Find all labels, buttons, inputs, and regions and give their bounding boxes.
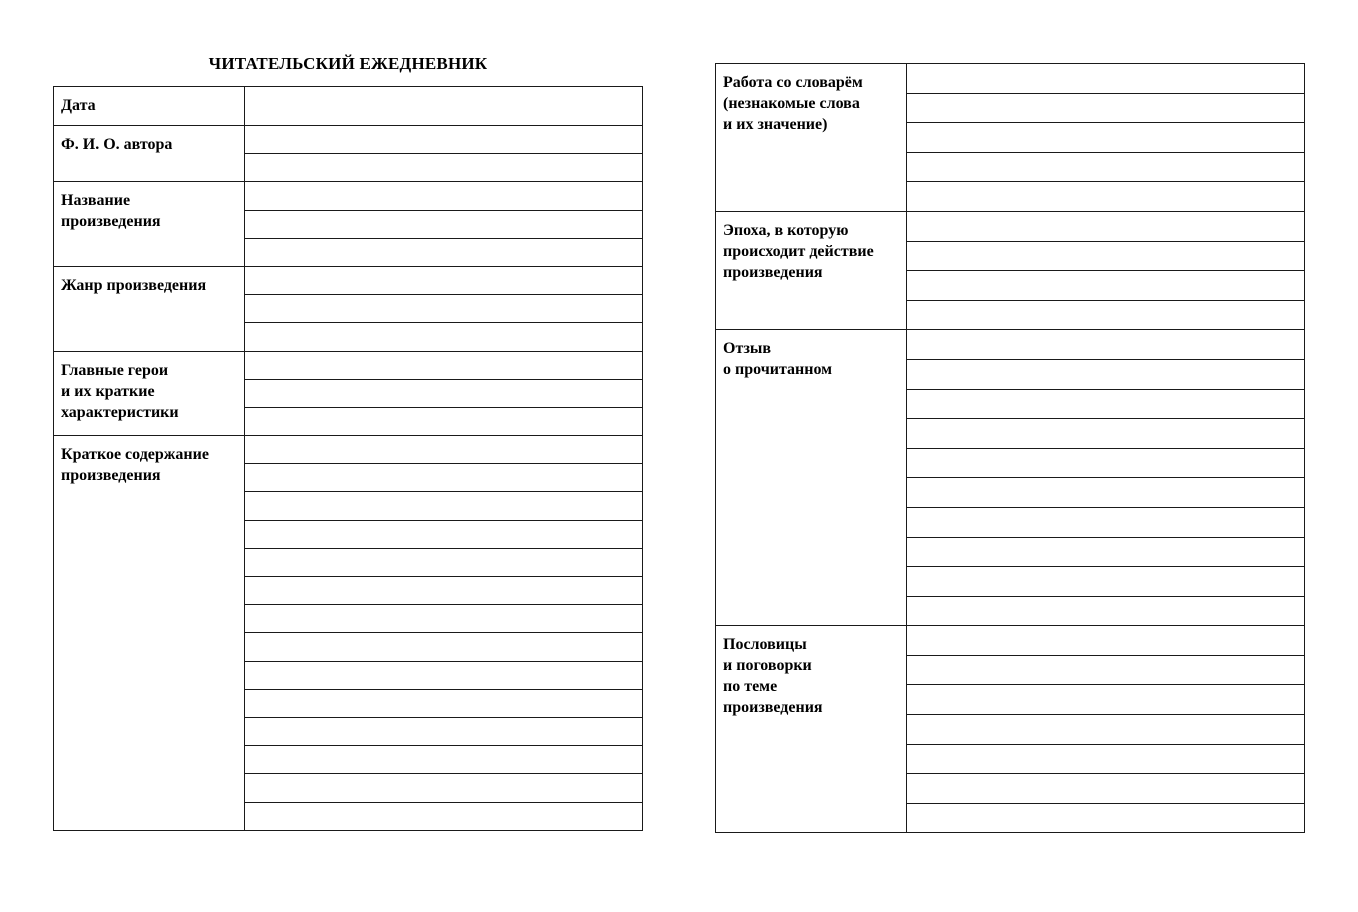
section-label: Краткое содержание произведения [61, 446, 209, 485]
section-label-cell [54, 436, 245, 831]
writing-line[interactable] [907, 685, 1305, 715]
section-label: Главные герои и их краткие характеристики [61, 361, 179, 421]
writing-line[interactable] [245, 323, 643, 351]
writing-line[interactable] [245, 154, 643, 182]
writing-line[interactable] [907, 300, 1305, 330]
writing-line[interactable] [245, 802, 643, 830]
section-label: Пословицы и поговорки по теме произведения [723, 636, 823, 717]
section-label: Дата [61, 97, 96, 114]
writing-line[interactable] [907, 123, 1305, 153]
writing-line[interactable] [907, 359, 1305, 389]
writing-line[interactable] [245, 689, 643, 717]
writing-line-row [54, 87, 643, 126]
writing-line[interactable] [245, 182, 643, 210]
left-diary-table [53, 86, 643, 831]
writing-line[interactable] [907, 330, 1305, 360]
writing-line-row [54, 126, 643, 154]
writing-line[interactable] [245, 87, 643, 126]
writing-line[interactable] [245, 605, 643, 633]
writing-line-row [54, 351, 643, 379]
writing-line-row [716, 626, 1305, 656]
writing-line[interactable] [245, 520, 643, 548]
section-label-cell [54, 182, 245, 267]
writing-line[interactable] [907, 182, 1305, 212]
writing-line[interactable] [245, 746, 643, 774]
section-label-cell [54, 126, 245, 182]
section-label: Жанр произведения [61, 276, 207, 294]
writing-line-row [716, 330, 1305, 360]
writing-line[interactable] [245, 266, 643, 294]
writing-line[interactable] [245, 717, 643, 745]
section-label: Ф. И. О. автора [61, 136, 173, 153]
writing-line[interactable] [245, 407, 643, 435]
writing-line[interactable] [907, 93, 1305, 123]
section-label-cell [54, 351, 245, 436]
section-label-cell [716, 64, 907, 212]
writing-line[interactable] [907, 803, 1305, 833]
writing-line-row [54, 182, 643, 210]
writing-line[interactable] [907, 448, 1305, 478]
writing-line[interactable] [245, 238, 643, 266]
writing-line-row [54, 436, 643, 464]
writing-line[interactable] [245, 492, 643, 520]
writing-line[interactable] [245, 633, 643, 661]
writing-line[interactable] [245, 774, 643, 802]
writing-line-row [54, 266, 643, 294]
writing-line[interactable] [907, 478, 1305, 508]
section-label-cell [716, 330, 907, 626]
writing-line[interactable] [245, 577, 643, 605]
writing-line[interactable] [907, 241, 1305, 271]
writing-line[interactable] [245, 210, 643, 238]
right-diary-table [715, 63, 1305, 833]
page-title: ЧИТАТЕЛЬСКИЙ ЕЖЕДНЕВНИК [208, 54, 488, 73]
section-label: Отзыв о прочитанном [723, 340, 833, 379]
section-label-cell [716, 626, 907, 833]
writing-line[interactable] [907, 389, 1305, 419]
writing-line[interactable] [907, 64, 1305, 94]
section-label-cell [716, 211, 907, 329]
writing-line[interactable] [907, 419, 1305, 449]
writing-line[interactable] [245, 464, 643, 492]
writing-line[interactable] [907, 774, 1305, 804]
writing-line[interactable] [907, 152, 1305, 182]
writing-line[interactable] [245, 295, 643, 323]
writing-line-row [716, 64, 1305, 94]
writing-line[interactable] [907, 507, 1305, 537]
writing-line[interactable] [907, 567, 1305, 597]
section-label: Работа со словарём (незнакомые слова и их значение) [723, 74, 863, 133]
writing-line[interactable] [245, 436, 643, 464]
section-label: Название произведения [61, 192, 161, 231]
writing-line[interactable] [245, 126, 643, 154]
writing-line[interactable] [245, 351, 643, 379]
writing-line[interactable] [907, 596, 1305, 626]
writing-line[interactable] [907, 715, 1305, 745]
writing-line[interactable] [245, 379, 643, 407]
writing-line[interactable] [245, 548, 643, 576]
writing-line[interactable] [245, 661, 643, 689]
writing-line[interactable] [907, 211, 1305, 241]
writing-line[interactable] [907, 537, 1305, 567]
section-label-cell [54, 87, 245, 126]
section-label: Эпоха, в которую происходит действие произведения [723, 221, 874, 281]
writing-line[interactable] [907, 655, 1305, 685]
writing-line[interactable] [907, 744, 1305, 774]
writing-line[interactable] [907, 626, 1305, 656]
writing-line[interactable] [907, 271, 1305, 301]
section-label-cell [54, 266, 245, 351]
writing-line-row [716, 211, 1305, 241]
